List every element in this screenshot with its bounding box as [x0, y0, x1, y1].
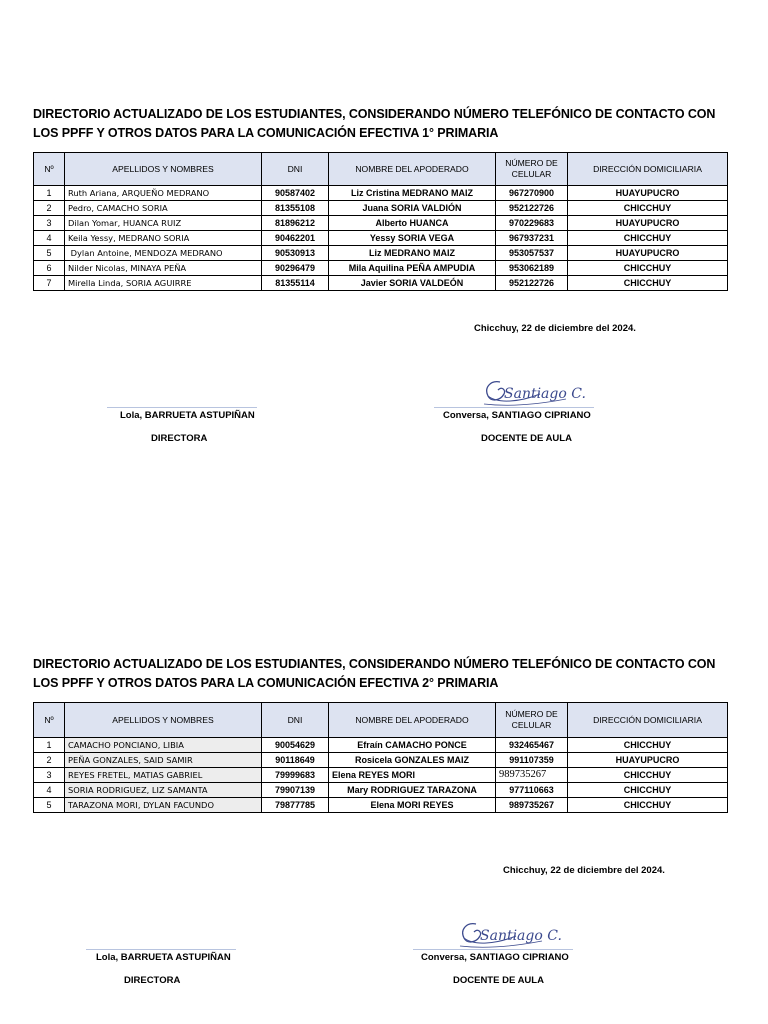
guardian-name: Javier SORIA VALDEÓN — [329, 276, 496, 291]
student-name: CAMACHO PONCIANO, LIBIA — [65, 738, 262, 753]
table-row — [34, 798, 728, 813]
phone-number: 977110663 — [496, 783, 568, 798]
student-name: REYES FRETEL, MATIAS GABRIEL — [65, 768, 262, 783]
table-row — [34, 276, 728, 291]
teacher-role: DOCENTE DE AULA — [453, 975, 544, 986]
student-dni: 90296479 — [262, 261, 329, 276]
table-row — [34, 201, 728, 216]
row-num: 1 — [34, 186, 65, 201]
guardian-name: Liz Cristina MEDRANO MAIZ — [329, 186, 496, 201]
row-num: 3 — [34, 768, 65, 783]
student-dni: 81355108 — [262, 201, 329, 216]
row-num: 4 — [34, 783, 65, 798]
row-num: 1 — [34, 738, 65, 753]
row-num: 5 — [34, 246, 65, 261]
home-address: CHICCHUY — [568, 798, 728, 813]
student-name: Ruth Ariana, ARQUEÑO MEDRANO — [65, 186, 262, 201]
phone-number: 953057537 — [496, 246, 568, 261]
signature-image — [456, 916, 562, 952]
director-name: Lola, BARRUETA ASTUPIÑAN — [96, 952, 231, 963]
student-name: Pedro, CAMACHO SORIA — [65, 201, 262, 216]
header-num: Nº — [34, 703, 65, 738]
table-row — [34, 261, 728, 276]
phone-number: 991107359 — [496, 753, 568, 768]
home-address: CHICCHUY — [568, 783, 728, 798]
phone-number: 967270900 — [496, 186, 568, 201]
teacher-role: DOCENTE DE AULA — [481, 433, 572, 444]
row-num: 4 — [34, 231, 65, 246]
table-header-row — [34, 703, 728, 738]
table-row — [34, 231, 728, 246]
student-dni: 90530913 — [262, 246, 329, 261]
student-name: SORIA RODRIGUEZ, LIZ SAMANTA — [65, 783, 262, 798]
phone-number: 989735267 — [496, 798, 568, 813]
signature-text: Santiago C. — [480, 928, 562, 944]
student-dni: 79999683 — [262, 768, 329, 783]
phone-number: 967937231 — [496, 231, 568, 246]
home-address: CHICCHUY — [568, 768, 728, 783]
phone-number: 952122726 — [496, 276, 568, 291]
phone-number: 952122726 — [496, 201, 568, 216]
table-row — [34, 783, 728, 798]
student-dni: 81355114 — [262, 276, 329, 291]
director-role: DIRECTORA — [124, 975, 181, 986]
student-name: Keila Yessy, MEDRANO SORIA — [65, 231, 262, 246]
table-row — [34, 186, 728, 201]
student-dni: 79907139 — [262, 783, 329, 798]
table-row — [34, 738, 728, 753]
phone-number: 989735267 — [496, 768, 568, 783]
guardian-name: Mila Aquilina PEÑA AMPUDIA — [329, 261, 496, 276]
row-num: 2 — [34, 201, 65, 216]
directory-table-1 — [33, 152, 728, 291]
header-address: DIRECCIÓN DOMICILIARIA — [568, 703, 728, 738]
student-name: Dilan Yomar, HUANCA RUIZ — [65, 216, 262, 231]
student-dni: 90054629 — [262, 738, 329, 753]
teacher-name: Conversa, SANTIAGO CIPRIANO — [443, 410, 591, 421]
header-phone: NÚMERO DE CELULAR — [496, 153, 568, 186]
student-dni: 90462201 — [262, 231, 329, 246]
student-name: PEÑA GONZALES, SAID SAMIR — [65, 753, 262, 768]
phone-number: 970229683 — [496, 216, 568, 231]
row-num: 7 — [34, 276, 65, 291]
home-address: CHICCHUY — [568, 201, 728, 216]
date-line: Chicchuy, 22 de diciembre del 2024. — [474, 323, 636, 334]
director-name: Lola, BARRUETA ASTUPIÑAN — [120, 410, 255, 421]
student-dni: 81896212 — [262, 216, 329, 231]
table-header-row — [34, 153, 728, 186]
guardian-name: Yessy SORIA VEGA — [329, 231, 496, 246]
phone-number: 953062189 — [496, 261, 568, 276]
header-address: DIRECCIÓN DOMICILIARIA — [568, 153, 728, 186]
guardian-name: Mary RODRIGUEZ TARAZONA — [329, 783, 496, 798]
date-line: Chicchuy, 22 de diciembre del 2024. — [503, 865, 665, 876]
guardian-name: Rosicela GONZALES MAIZ — [329, 753, 496, 768]
row-num: 3 — [34, 216, 65, 231]
home-address: CHICCHUY — [568, 261, 728, 276]
header-dni: DNI — [262, 703, 329, 738]
guardian-name: Elena REYES MORI — [329, 768, 496, 783]
header-phone: NÚMERO DE CELULAR — [496, 703, 568, 738]
section-1-title: DIRECTORIO ACTUALIZADO DE LOS ESTUDIANTES, CONSIDERANDO NÚMERO TELEFÓNICO DE CONTACTO CON LOS PPFF Y OTROS DATOS PARA LA COMUNICACIÓN EFECTIVA 1° PRIMARIA — [33, 107, 716, 140]
header-dni: DNI — [262, 153, 329, 186]
header-names: APELLIDOS Y NOMBRES — [65, 703, 262, 738]
guardian-name: Efraín CAMACHO PONCE — [329, 738, 496, 753]
header-guardian: NOMBRE DEL APODERADO — [329, 153, 496, 186]
table-row — [34, 753, 728, 768]
student-dni: 90587402 — [262, 186, 329, 201]
home-address: CHICCHUY — [568, 231, 728, 246]
home-address: CHICCHUY — [568, 276, 728, 291]
home-address: CHICCHUY — [568, 738, 728, 753]
teacher-signature-line — [413, 949, 573, 950]
student-name: Nilder Nicolas, MINAYA PEÑA — [65, 261, 262, 276]
header-num: Nº — [34, 153, 65, 186]
director-role: DIRECTORA — [151, 433, 208, 444]
row-num: 5 — [34, 798, 65, 813]
guardian-name: Elena MORI REYES — [329, 798, 496, 813]
table-row — [34, 246, 728, 261]
guardian-name: Juana SORIA VALDIÓN — [329, 201, 496, 216]
director-signature-line — [107, 407, 257, 408]
row-num: 2 — [34, 753, 65, 768]
directory-table-2 — [33, 702, 728, 813]
student-name: Dylan Antoine, MENDOZA MEDRANO — [65, 246, 262, 261]
home-address: HUAYUPUCRO — [568, 186, 728, 201]
table-row — [34, 768, 728, 783]
row-num: 6 — [34, 261, 65, 276]
signature-text: Santiago C. — [504, 386, 586, 402]
home-address: HUAYUPUCRO — [568, 216, 728, 231]
teacher-name: Conversa, SANTIAGO CIPRIANO — [421, 952, 569, 963]
student-name: TARAZONA MORI, DYLAN FACUNDO — [65, 798, 262, 813]
header-guardian: NOMBRE DEL APODERADO — [329, 703, 496, 738]
student-name: Mirella Linda, SORIA AGUIRRE — [65, 276, 262, 291]
student-dni: 90118649 — [262, 753, 329, 768]
home-address: HUAYUPUCRO — [568, 246, 728, 261]
guardian-name: Liz MEDRANO MAIZ — [329, 246, 496, 261]
phone-number: 932465467 — [496, 738, 568, 753]
guardian-name: Alberto HUANCA — [329, 216, 496, 231]
student-dni: 79877785 — [262, 798, 329, 813]
signature-image — [480, 374, 586, 410]
header-names: APELLIDOS Y NOMBRES — [65, 153, 262, 186]
teacher-signature-line — [434, 407, 594, 408]
director-signature-line — [86, 949, 236, 950]
home-address: HUAYUPUCRO — [568, 753, 728, 768]
table-row — [34, 216, 728, 231]
section-2-title: DIRECTORIO ACTUALIZADO DE LOS ESTUDIANTES, CONSIDERANDO NÚMERO TELEFÓNICO DE CONTACTO CON LOS PPFF Y OTROS DATOS PARA LA COMUNICACIÓN EFECTIVA 2° PRIMARIA — [33, 657, 716, 690]
